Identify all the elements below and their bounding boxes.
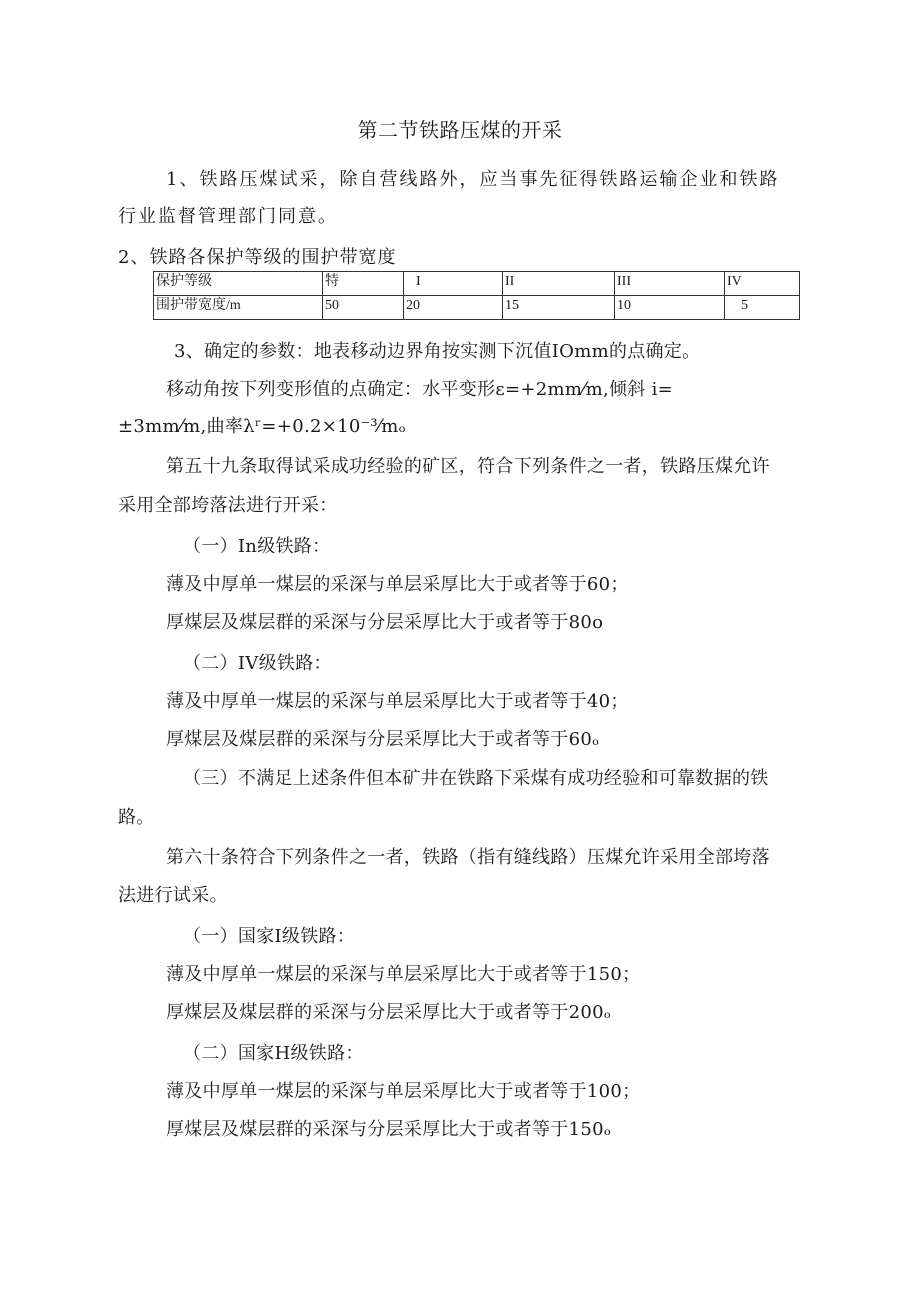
para2-heading: 2、铁路各保护等级的围护带宽度	[118, 247, 397, 268]
article59-line1: 第五十九条取得试采成功经验的矿区，符合下列条件之一者，铁路压煤允许	[166, 456, 770, 477]
article60-line2: 法进行试采。	[118, 885, 228, 906]
article60-sub2-heading: （二）国家H级铁路：	[183, 1043, 364, 1064]
article59-sub3-line2: 路。	[118, 807, 155, 828]
para1-line2: 行业监督管理部门同意。	[118, 206, 338, 227]
table-cell: 5	[725, 296, 800, 320]
protection-width-table	[153, 271, 800, 320]
article59-sub3-line1: （三）不满足上述条件但本矿井在铁路下采煤有成功经验和可靠数据的铁	[183, 768, 769, 789]
table-cell: II	[503, 272, 615, 296]
table-cell: I	[404, 272, 503, 296]
table-cell: 保护等级	[154, 272, 323, 296]
article59-line2: 采用全部垮落法进行开采：	[118, 495, 338, 516]
article59-sub1-item2: 厚煤层及煤层群的采深与分层采厚比大于或者等于80o	[166, 612, 604, 633]
table-cell: 10	[615, 296, 725, 320]
article60-sub1-item1: 薄及中厚单一煤层的采深与单层采厚比大于或者等于150；	[166, 964, 641, 985]
table-row	[154, 296, 800, 320]
table-header-row	[154, 272, 800, 296]
article60-sub2-item1: 薄及中厚单一煤层的采深与单层采厚比大于或者等于100；	[166, 1081, 641, 1102]
article59-sub2-item2: 厚煤层及煤层群的采深与分层采厚比大于或者等于60ₒ	[166, 729, 600, 750]
para1-line1: 1、铁路压煤试采，除自营线路外，应当事先征得铁路运输企业和铁路	[166, 169, 780, 190]
table-cell: 围护带宽度/m	[154, 296, 323, 320]
page-title: 第二节铁路压煤的开采	[357, 118, 563, 142]
article59-sub1-item1: 薄及中厚单一煤层的采深与单层采厚比大于或者等于60；	[166, 574, 629, 595]
article59-sub2-item1: 薄及中厚单一煤层的采深与单层采厚比大于或者等于40；	[166, 691, 629, 712]
table-cell: 20	[404, 296, 503, 320]
para3: 3、确定的参数：地表移动边界角按实测下沉值IOmm的点确定。	[174, 341, 701, 362]
article60-sub1-item2: 厚煤层及煤层群的采深与分层采厚比大于或者等于200ₒ	[166, 1002, 612, 1023]
article59-sub1-heading: （一）In级铁路：	[183, 536, 331, 557]
article59-sub2-heading: （二）IV级铁路：	[183, 653, 332, 674]
table-cell: 特	[323, 272, 404, 296]
article60-line1: 第六十条符合下列条件之一者，铁路（指有缝线路）压煤允许采用全部垮落	[166, 847, 770, 868]
para4-line1: 移动角按下列变形值的点确定：水平变形ε=+2mm⁄m,倾斜 i=	[166, 379, 674, 400]
table-cell: IV	[725, 272, 800, 296]
table-cell: III	[615, 272, 725, 296]
para4-line2: ±3mm⁄m,曲率λʳ=+0.2×10⁻³⁄mₒ	[118, 416, 406, 437]
table-cell: 50	[323, 296, 404, 320]
article60-sub1-heading: （一）国家I级铁路：	[183, 926, 356, 947]
table-cell: 15	[503, 296, 615, 320]
article60-sub2-item2: 厚煤层及煤层群的采深与分层采厚比大于或者等于150ₒ	[166, 1119, 612, 1140]
